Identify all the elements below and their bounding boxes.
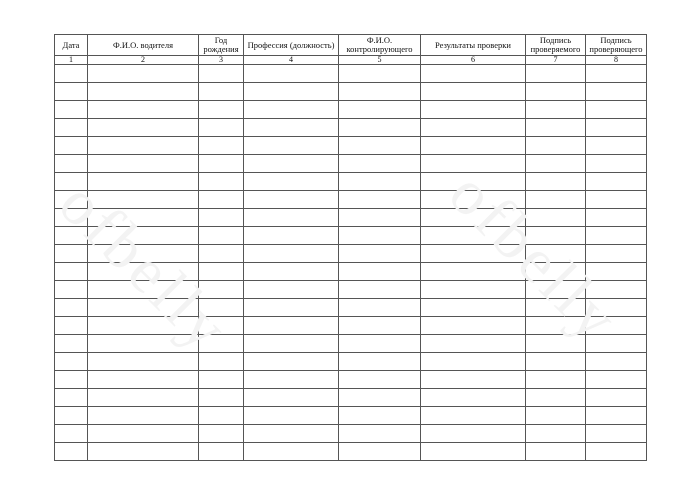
table-cell — [199, 317, 244, 335]
table-cell — [586, 425, 647, 443]
table-cell — [586, 65, 647, 83]
table-cell — [199, 299, 244, 317]
table-row — [55, 155, 647, 173]
table-cell — [526, 443, 586, 461]
column-number: 2 — [88, 56, 199, 65]
watermark: ofbelly — [45, 167, 245, 366]
table-row — [55, 227, 647, 245]
table-cell — [88, 299, 199, 317]
table-row — [55, 65, 647, 83]
table-cell — [244, 299, 339, 317]
table-cell — [339, 101, 421, 119]
table-cell — [244, 245, 339, 263]
table-cell — [339, 245, 421, 263]
header-profession: Профессия (должность) — [244, 35, 339, 56]
table-cell — [199, 137, 244, 155]
table-row — [55, 173, 647, 191]
table-cell — [55, 119, 88, 137]
table-cell — [339, 425, 421, 443]
table-row — [55, 191, 647, 209]
table-cell — [526, 371, 586, 389]
table-cell — [199, 335, 244, 353]
table-cell — [199, 119, 244, 137]
table-cell — [88, 173, 199, 191]
column-number: 6 — [421, 56, 526, 65]
table-cell — [339, 173, 421, 191]
column-number: 3 — [199, 56, 244, 65]
table-cell — [199, 155, 244, 173]
table-cell — [88, 137, 199, 155]
table-cell — [88, 281, 199, 299]
table-cell — [586, 245, 647, 263]
table-cell — [421, 407, 526, 425]
table-cell — [421, 227, 526, 245]
driver-check-log-form — [54, 34, 646, 461]
table-cell — [421, 425, 526, 443]
table-cell — [421, 443, 526, 461]
table-cell — [339, 299, 421, 317]
table-cell — [421, 209, 526, 227]
table-cell — [55, 317, 88, 335]
table-cell — [244, 407, 339, 425]
table-cell — [244, 119, 339, 137]
table-row — [55, 389, 647, 407]
table-cell — [339, 137, 421, 155]
table-cell — [421, 191, 526, 209]
table-cell — [55, 353, 88, 371]
table-cell — [526, 119, 586, 137]
header-checked-signature: Подпись проверяемого — [526, 35, 586, 56]
table-cell — [586, 191, 647, 209]
table-cell — [586, 443, 647, 461]
table-cell — [586, 389, 647, 407]
table-row — [55, 209, 647, 227]
header-birth-year: Год рождения — [199, 35, 244, 56]
table-cell — [244, 335, 339, 353]
table-cell — [244, 443, 339, 461]
table-cell — [88, 191, 199, 209]
table-cell — [88, 353, 199, 371]
table-cell — [244, 137, 339, 155]
table-cell — [244, 281, 339, 299]
table-cell — [55, 65, 88, 83]
table-cell — [244, 389, 339, 407]
table-row — [55, 299, 647, 317]
table-cell — [526, 407, 586, 425]
table-cell — [586, 317, 647, 335]
table-row — [55, 245, 647, 263]
column-number: 4 — [244, 56, 339, 65]
column-number-row — [55, 56, 647, 65]
table-cell — [526, 173, 586, 191]
column-number: 7 — [526, 56, 586, 65]
table-row — [55, 425, 647, 443]
table-cell — [88, 263, 199, 281]
table-cell — [526, 83, 586, 101]
table-cell — [339, 83, 421, 101]
table-cell — [88, 335, 199, 353]
table-cell — [586, 263, 647, 281]
table-cell — [526, 299, 586, 317]
table-cell — [586, 281, 647, 299]
table-cell — [199, 371, 244, 389]
table-cell — [339, 335, 421, 353]
table-cell — [88, 209, 199, 227]
table-cell — [526, 245, 586, 263]
table-cell — [526, 425, 586, 443]
table-cell — [55, 389, 88, 407]
table-cell — [526, 209, 586, 227]
table-row — [55, 317, 647, 335]
table-cell — [88, 407, 199, 425]
log-table — [54, 34, 647, 461]
table-cell — [586, 407, 647, 425]
table-cell — [55, 335, 88, 353]
table-cell — [586, 353, 647, 371]
table-cell — [339, 263, 421, 281]
table-cell — [586, 227, 647, 245]
table-cell — [244, 83, 339, 101]
table-cell — [88, 425, 199, 443]
header-date: Дата — [55, 35, 88, 56]
table-cell — [421, 65, 526, 83]
table-cell — [421, 137, 526, 155]
table-cell — [55, 101, 88, 119]
table-cell — [526, 353, 586, 371]
table-cell — [199, 209, 244, 227]
table-row — [55, 281, 647, 299]
table-cell — [421, 245, 526, 263]
table-cell — [339, 191, 421, 209]
table-row — [55, 407, 647, 425]
table-row — [55, 137, 647, 155]
table-cell — [586, 83, 647, 101]
table-cell — [55, 83, 88, 101]
table-row — [55, 335, 647, 353]
table-cell — [244, 425, 339, 443]
table-cell — [339, 371, 421, 389]
table-cell — [88, 443, 199, 461]
table-cell — [199, 191, 244, 209]
table-cell — [339, 389, 421, 407]
table-cell — [526, 191, 586, 209]
table-cell — [339, 155, 421, 173]
table-cell — [586, 173, 647, 191]
table-cell — [526, 227, 586, 245]
table-cell — [88, 371, 199, 389]
table-row — [55, 83, 647, 101]
table-cell — [586, 335, 647, 353]
table-cell — [244, 371, 339, 389]
table-cell — [339, 65, 421, 83]
table-cell — [526, 101, 586, 119]
table-cell — [55, 281, 88, 299]
table-cell — [244, 101, 339, 119]
table-cell — [199, 443, 244, 461]
table-cell — [244, 317, 339, 335]
table-cell — [55, 407, 88, 425]
table-cell — [421, 353, 526, 371]
table-cell — [421, 101, 526, 119]
table-cell — [199, 389, 244, 407]
table-cell — [421, 317, 526, 335]
table-cell — [421, 83, 526, 101]
table-cell — [526, 281, 586, 299]
table-cell — [199, 281, 244, 299]
table-cell — [526, 389, 586, 407]
table-cell — [586, 299, 647, 317]
table-cell — [55, 443, 88, 461]
table-cell — [88, 389, 199, 407]
table-cell — [55, 227, 88, 245]
table-cell — [526, 317, 586, 335]
table-cell — [244, 65, 339, 83]
table-cell — [199, 173, 244, 191]
table-cell — [421, 299, 526, 317]
table-cell — [88, 83, 199, 101]
header-row — [55, 35, 647, 56]
table-cell — [586, 101, 647, 119]
table-cell — [244, 353, 339, 371]
table-cell — [339, 353, 421, 371]
table-cell — [586, 209, 647, 227]
table-cell — [586, 119, 647, 137]
table-cell — [199, 263, 244, 281]
table-cell — [244, 209, 339, 227]
table-cell — [55, 245, 88, 263]
table-cell — [421, 155, 526, 173]
table-cell — [244, 155, 339, 173]
table-cell — [199, 353, 244, 371]
table-cell — [88, 227, 199, 245]
table-row — [55, 443, 647, 461]
table-cell — [339, 119, 421, 137]
table-cell — [421, 173, 526, 191]
header-inspector-name: Ф.И.О. контролирующего — [339, 35, 421, 56]
table-cell — [586, 371, 647, 389]
table-row — [55, 353, 647, 371]
table-cell — [88, 245, 199, 263]
table-row — [55, 119, 647, 137]
table-cell — [55, 173, 88, 191]
table-cell — [55, 371, 88, 389]
table-cell — [339, 443, 421, 461]
table-cell — [199, 83, 244, 101]
table-cell — [339, 281, 421, 299]
table-cell — [526, 335, 586, 353]
column-number: 1 — [55, 56, 88, 65]
table-cell — [526, 137, 586, 155]
table-row — [55, 371, 647, 389]
table-cell — [421, 335, 526, 353]
header-check-results: Результаты проверки — [421, 35, 526, 56]
table-cell — [526, 263, 586, 281]
column-number: 8 — [586, 56, 647, 65]
table-cell — [421, 371, 526, 389]
table-cell — [55, 155, 88, 173]
table-cell — [55, 299, 88, 317]
table-cell — [526, 65, 586, 83]
table-cell — [55, 263, 88, 281]
table-cell — [421, 281, 526, 299]
table-row — [55, 263, 647, 281]
table-cell — [55, 209, 88, 227]
table-cell — [88, 317, 199, 335]
table-cell — [421, 263, 526, 281]
table-cell — [586, 137, 647, 155]
table-cell — [55, 425, 88, 443]
table-cell — [244, 173, 339, 191]
watermark: ofbelly — [435, 157, 635, 356]
table-cell — [88, 101, 199, 119]
table-cell — [339, 227, 421, 245]
table-cell — [586, 155, 647, 173]
table-cell — [244, 263, 339, 281]
table-body — [55, 65, 647, 461]
table-cell — [88, 155, 199, 173]
header-driver-name: Ф.И.О. водителя — [88, 35, 199, 56]
table-cell — [244, 227, 339, 245]
table-cell — [421, 389, 526, 407]
table-cell — [55, 137, 88, 155]
table-cell — [199, 407, 244, 425]
table-cell — [199, 227, 244, 245]
table-cell — [339, 407, 421, 425]
table-cell — [339, 317, 421, 335]
table-cell — [199, 245, 244, 263]
table-cell — [88, 119, 199, 137]
table-cell — [244, 191, 339, 209]
table-cell — [199, 101, 244, 119]
table-cell — [421, 119, 526, 137]
header-inspector-signature: Подпись проверяющего — [586, 35, 647, 56]
table-row — [55, 101, 647, 119]
table-cell — [199, 425, 244, 443]
table-cell — [199, 65, 244, 83]
table-cell — [88, 65, 199, 83]
table-cell — [55, 191, 88, 209]
table-cell — [339, 209, 421, 227]
table-cell — [526, 155, 586, 173]
column-number: 5 — [339, 56, 421, 65]
